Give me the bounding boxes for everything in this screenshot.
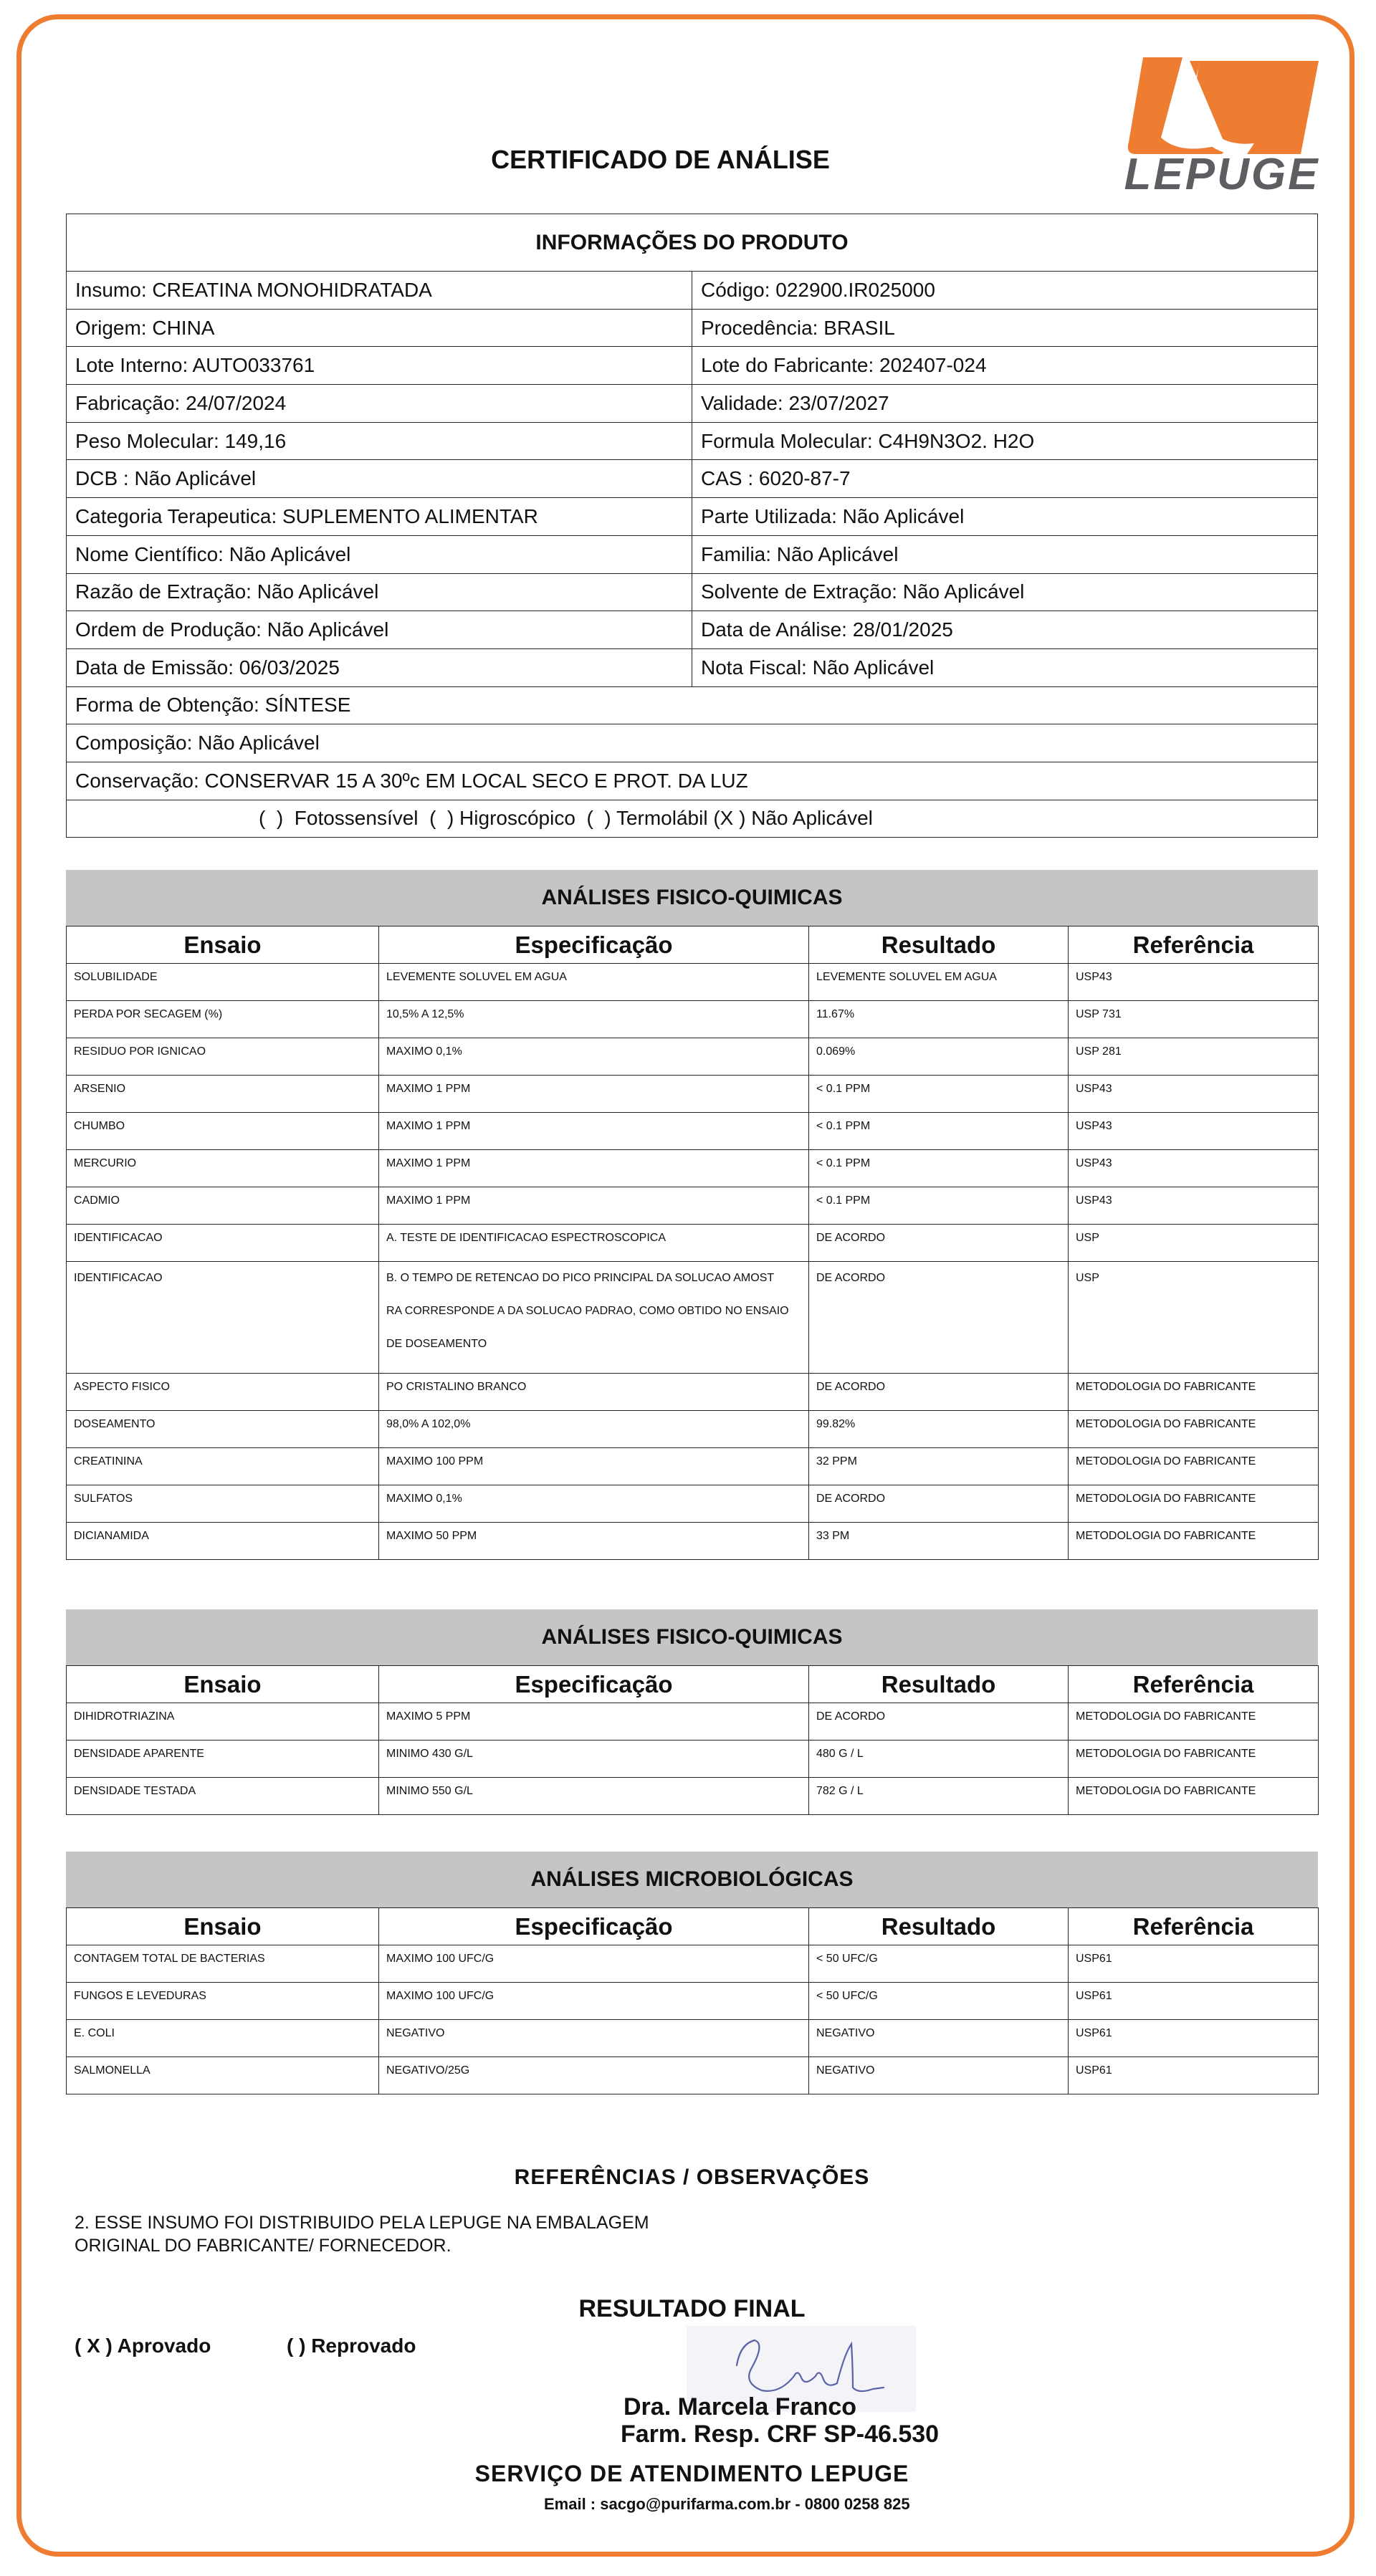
- table-cell: < 0.1 PPM: [809, 1150, 1069, 1187]
- product-info-field: Razão de Extração: Não Aplicável: [67, 573, 692, 611]
- product-info-field: Lote Interno: AUTO033761: [67, 347, 692, 385]
- table-cell: 33 PM: [809, 1523, 1069, 1560]
- product-info-row: [67, 309, 1318, 347]
- column-header: Ensaio: [67, 1908, 379, 1945]
- logo-text: LEPUGE: [1124, 150, 1320, 199]
- table-cell: MERCURIO: [67, 1150, 379, 1187]
- product-info-row: [67, 385, 1318, 423]
- table-row: [67, 1945, 1319, 1983]
- table-cell: USP61: [1069, 1945, 1319, 1983]
- product-info-field: Origem: CHINA: [67, 309, 692, 347]
- column-header: Resultado: [809, 927, 1069, 964]
- table-cell: MINIMO 430 G/L: [379, 1741, 809, 1778]
- column-header: Referência: [1069, 927, 1319, 964]
- table-row: [67, 1448, 1319, 1485]
- table-header-row: [67, 1908, 1319, 1945]
- product-info-row: [67, 347, 1318, 385]
- table-cell: DICIANAMIDA: [67, 1523, 379, 1560]
- product-info-row: [67, 648, 1318, 686]
- table-cell: < 50 UFC/G: [809, 1983, 1069, 2020]
- contact-email: Email : sacgo@purifarma.com.br - 0800 0258 825: [544, 2495, 910, 2513]
- column-header: Referência: [1069, 1908, 1319, 1945]
- table-cell: SALMONELLA: [67, 2057, 379, 2094]
- product-info-field: Nota Fiscal: Não Aplicável: [692, 648, 1318, 686]
- table-row: [67, 1411, 1319, 1448]
- table-cell: RESIDUO POR IGNICAO: [67, 1038, 379, 1076]
- table-row: [67, 964, 1319, 1001]
- table-cell: MAXIMO 100 PPM: [379, 1448, 809, 1485]
- product-info-row: [67, 422, 1318, 460]
- table-cell: MAXIMO 100 UFC/G: [379, 1945, 809, 1983]
- table-cell: MINIMO 550 G/L: [379, 1778, 809, 1815]
- table-cell: SULFATOS: [67, 1485, 379, 1523]
- document-title: CERTIFICADO DE ANÁLISE: [491, 145, 830, 174]
- table-cell: METODOLOGIA DO FABRICANTE: [1069, 1411, 1319, 1448]
- table-row: [67, 1778, 1319, 1815]
- column-header: Resultado: [809, 1908, 1069, 1945]
- product-info-row: [67, 686, 1318, 724]
- table-row: [67, 2020, 1319, 2057]
- table-cell: MAXIMO 1 PPM: [379, 1076, 809, 1113]
- table-cell: CONTAGEM TOTAL DE BACTERIAS: [67, 1945, 379, 1983]
- table-cell: NEGATIVO: [809, 2057, 1069, 2094]
- section-heading: ANÁLISES FISICO-QUIMICAS: [66, 1609, 1318, 1665]
- product-flags-row: [67, 800, 1318, 838]
- product-info-row: [67, 762, 1318, 800]
- table-cell: PO CRISTALINO BRANCO: [379, 1374, 809, 1411]
- table-cell: E. COLI: [67, 2020, 379, 2057]
- table-cell: IDENTIFICACAO: [67, 1225, 379, 1262]
- table-cell: MAXIMO 0,1%: [379, 1038, 809, 1076]
- table-cell: CHUMBO: [67, 1113, 379, 1150]
- table-cell: 782 G / L: [809, 1778, 1069, 1815]
- section-heading: ANÁLISES FISICO-QUIMICAS: [66, 870, 1318, 926]
- table-cell: PERDA POR SECAGEM (%): [67, 1001, 379, 1038]
- table-cell: DOSEAMENTO: [67, 1411, 379, 1448]
- table-row: [67, 1262, 1319, 1374]
- table-cell: USP: [1069, 1225, 1319, 1262]
- table-cell: USP 731: [1069, 1001, 1319, 1038]
- product-info-row: [67, 535, 1318, 573]
- table-cell: METODOLOGIA DO FABRICANTE: [1069, 1448, 1319, 1485]
- table-row: [67, 1523, 1319, 1560]
- table-cell: SOLUBILIDADE: [67, 964, 379, 1001]
- table-cell: METODOLOGIA DO FABRICANTE: [1069, 1778, 1319, 1815]
- product-info-field: Código: 022900.IR025000: [692, 272, 1318, 310]
- table-cell: < 50 UFC/G: [809, 1945, 1069, 1983]
- table-cell: 0.069%: [809, 1038, 1069, 1076]
- table-row: [67, 1983, 1319, 2020]
- table-cell: METODOLOGIA DO FABRICANTE: [1069, 1703, 1319, 1741]
- product-info-row: [67, 724, 1318, 762]
- product-info-field: Conservação: CONSERVAR 15 A 30ºc EM LOCAL SECO E PROT. DA LUZ: [67, 762, 1318, 800]
- signer-crf: Farm. Resp. CRF SP-46.530: [621, 2421, 940, 2448]
- table-row: [67, 1741, 1319, 1778]
- table-row: [67, 1225, 1319, 1262]
- analysis-table: [66, 1907, 1319, 2094]
- table-cell: IDENTIFICACAO: [67, 1262, 379, 1374]
- table-cell: LEVEMENTE SOLUVEL EM AGUA: [379, 964, 809, 1001]
- table-cell: MAXIMO 5 PPM: [379, 1703, 809, 1741]
- table-cell: NEGATIVO: [809, 2020, 1069, 2057]
- table-cell: USP43: [1069, 964, 1319, 1001]
- table-cell: MAXIMO 50 PPM: [379, 1523, 809, 1560]
- rejected-option: ( ) Reprovado: [287, 2335, 416, 2357]
- product-info-field: Validade: 23/07/2027: [692, 385, 1318, 423]
- analysis-table: [66, 1665, 1319, 1815]
- table-cell: B. O TEMPO DE RETENCAO DO PICO PRINCIPAL DA SOLUCAO AMOST RA CORRESPONDE A DA SOLUCAO PADRAO, COMO OBTIDO NO ENSAIO DE DOSEAMENTO: [379, 1262, 809, 1374]
- table-cell: USP43: [1069, 1150, 1319, 1187]
- product-info-field: Ordem de Produção: Não Aplicável: [67, 611, 692, 649]
- table-cell: METODOLOGIA DO FABRICANTE: [1069, 1523, 1319, 1560]
- table-cell: CADMIO: [67, 1187, 379, 1225]
- table-cell: LEVEMENTE SOLUVEL EM AGUA: [809, 964, 1069, 1001]
- column-header: Ensaio: [67, 1666, 379, 1703]
- table-row: [67, 1150, 1319, 1187]
- table-row: [67, 1076, 1319, 1113]
- analysis-table: [66, 926, 1319, 1560]
- logo-mark-icon: [1122, 57, 1322, 154]
- table-cell: MAXIMO 0,1%: [379, 1485, 809, 1523]
- table-cell: < 0.1 PPM: [809, 1113, 1069, 1150]
- table-row: [67, 1485, 1319, 1523]
- product-info-row: [67, 573, 1318, 611]
- references-title: REFERÊNCIAS / OBSERVAÇÕES: [514, 2165, 870, 2189]
- product-info-row: [67, 498, 1318, 536]
- table-cell: USP61: [1069, 2020, 1319, 2057]
- table-cell: DE ACORDO: [809, 1485, 1069, 1523]
- product-info-row: [67, 272, 1318, 310]
- product-info-field: Parte Utilizada: Não Aplicável: [692, 498, 1318, 536]
- product-info-field: Peso Molecular: 149,16: [67, 422, 692, 460]
- column-header: Ensaio: [67, 927, 379, 964]
- product-info-field: Composição: Não Aplicável: [67, 724, 1318, 762]
- table-cell: FUNGOS E LEVEDURAS: [67, 1983, 379, 2020]
- table-cell: DENSIDADE TESTADA: [67, 1778, 379, 1815]
- table-cell: MAXIMO 1 PPM: [379, 1150, 809, 1187]
- table-cell: DE ACORDO: [809, 1225, 1069, 1262]
- product-info-field: Nome Científico: Não Aplicável: [67, 535, 692, 573]
- table-cell: 11.67%: [809, 1001, 1069, 1038]
- table-cell: METODOLOGIA DO FABRICANTE: [1069, 1741, 1319, 1778]
- table-cell: ASPECTO FISICO: [67, 1374, 379, 1411]
- approved-option: ( X ) Aprovado: [75, 2335, 211, 2357]
- table-row: [67, 2057, 1319, 2094]
- signer-name: Dra. Marcela Franco: [624, 2393, 857, 2421]
- table-row: [67, 1187, 1319, 1225]
- column-header: Especificação: [379, 1908, 809, 1945]
- table-cell: USP43: [1069, 1187, 1319, 1225]
- table-cell: DENSIDADE APARENTE: [67, 1741, 379, 1778]
- observation-line: 2. ESSE INSUMO FOI DISTRIBUIDO PELA LEPUGE NA EMBALAGEM: [75, 2213, 649, 2233]
- table-cell: < 0.1 PPM: [809, 1187, 1069, 1225]
- table-cell: A. TESTE DE IDENTIFICACAO ESPECTROSCOPICA: [379, 1225, 809, 1262]
- product-info-field: Data de Emissão: 06/03/2025: [67, 648, 692, 686]
- table-cell: METODOLOGIA DO FABRICANTE: [1069, 1485, 1319, 1523]
- table-cell: USP43: [1069, 1076, 1319, 1113]
- table-cell: DE ACORDO: [809, 1262, 1069, 1374]
- table-cell: 32 PPM: [809, 1448, 1069, 1485]
- section-heading: ANÁLISES MICROBIOLÓGICAS: [66, 1852, 1318, 1907]
- product-info-field: Fabricação: 24/07/2024: [67, 385, 692, 423]
- table-cell: 480 G / L: [809, 1741, 1069, 1778]
- column-header: Resultado: [809, 1666, 1069, 1703]
- product-info-field: Data de Análise: 28/01/2025: [692, 611, 1318, 649]
- table-cell: MAXIMO 1 PPM: [379, 1187, 809, 1225]
- table-cell: NEGATIVO/25G: [379, 2057, 809, 2094]
- table-cell: 99.82%: [809, 1411, 1069, 1448]
- table-cell: < 0.1 PPM: [809, 1076, 1069, 1113]
- table-cell: METODOLOGIA DO FABRICANTE: [1069, 1374, 1319, 1411]
- table-row: [67, 1113, 1319, 1150]
- table-cell: DIHIDROTRIAZINA: [67, 1703, 379, 1741]
- product-info-field: CAS : 6020-87-7: [692, 460, 1318, 498]
- table-row: [67, 1001, 1319, 1038]
- table-header-row: [67, 1666, 1319, 1703]
- table-cell: NEGATIVO: [379, 2020, 809, 2057]
- table-cell: 98,0% A 102,0%: [379, 1411, 809, 1448]
- column-header: Referência: [1069, 1666, 1319, 1703]
- product-info-field: Familia: Não Aplicável: [692, 535, 1318, 573]
- table-cell: USP61: [1069, 2057, 1319, 2094]
- product-info-field: Procedência: BRASIL: [692, 309, 1318, 347]
- product-info-field: Formula Molecular: C4H9N3O2. H2O: [692, 422, 1318, 460]
- product-info-row: [67, 460, 1318, 498]
- column-header: Especificação: [379, 927, 809, 964]
- product-info-field: Lote do Fabricante: 202407-024: [692, 347, 1318, 385]
- column-header: Especificação: [379, 1666, 809, 1703]
- product-info-field: Categoria Terapeutica: SUPLEMENTO ALIMENTAR: [67, 498, 692, 536]
- product-flags: ( ) Fotossensível ( ) Higroscópico ( ) Termolábil (X ) Não Aplicável: [67, 800, 1318, 838]
- table-cell: CREATININA: [67, 1448, 379, 1485]
- table-cell: ARSENIO: [67, 1076, 379, 1113]
- table-cell: MAXIMO 100 UFC/G: [379, 1983, 809, 2020]
- product-info-field: Forma de Obtenção: SÍNTESE: [67, 686, 1318, 724]
- table-cell: USP: [1069, 1262, 1319, 1374]
- product-info-field: DCB : Não Aplicável: [67, 460, 692, 498]
- product-info-heading: INFORMAÇÕES DO PRODUTO: [67, 214, 1318, 272]
- table-cell: DE ACORDO: [809, 1703, 1069, 1741]
- table-row: [67, 1703, 1319, 1741]
- table-row: [67, 1038, 1319, 1076]
- observations: [75, 2211, 791, 2257]
- table-cell: 10,5% A 12,5%: [379, 1001, 809, 1038]
- table-cell: USP43: [1069, 1113, 1319, 1150]
- product-info-field: Insumo: CREATINA MONOHIDRATADA: [67, 272, 692, 310]
- table-cell: DE ACORDO: [809, 1374, 1069, 1411]
- table-cell: MAXIMO 1 PPM: [379, 1113, 809, 1150]
- table-row: [67, 1374, 1319, 1411]
- observation-line: ORIGINAL DO FABRICANTE/ FORNECEDOR.: [75, 2236, 452, 2256]
- table-header-row: [67, 927, 1319, 964]
- product-info-table: [66, 214, 1318, 838]
- product-info-field: Solvente de Extração: Não Aplicável: [692, 573, 1318, 611]
- table-cell: USP61: [1069, 1983, 1319, 2020]
- product-info-row: [67, 611, 1318, 649]
- final-result-title: RESULTADO FINAL: [578, 2295, 806, 2322]
- table-cell: USP 281: [1069, 1038, 1319, 1076]
- service-title: SERVIÇO DE ATENDIMENTO LEPUGE: [474, 2461, 909, 2486]
- lepuge-logo: [1114, 57, 1329, 201]
